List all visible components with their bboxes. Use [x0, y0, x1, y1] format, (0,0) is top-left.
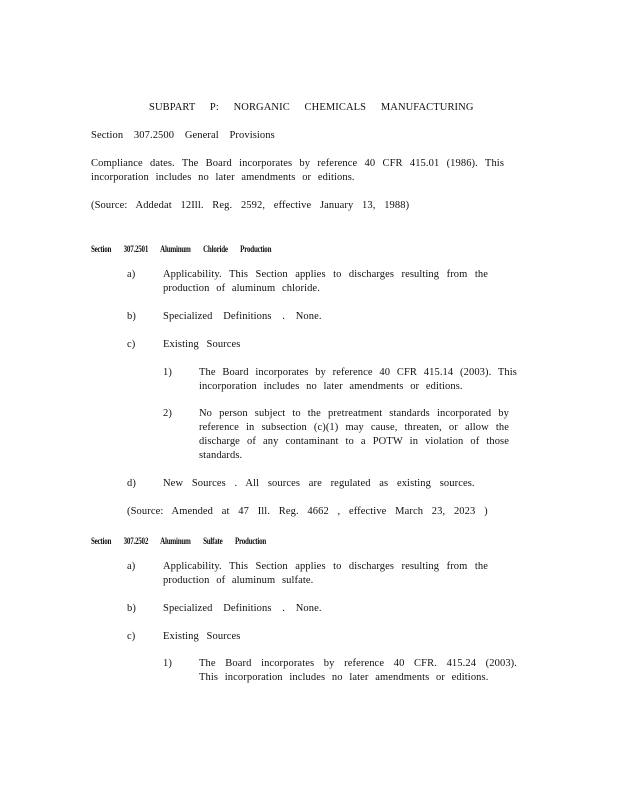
item-label: d): [127, 478, 136, 489]
section-2501-source: (Source: Amended at 47 Ill. Reg. 4662 , effective March 23, 2023 ): [127, 506, 488, 517]
item-text: Applicability. This Section applies to discharges resulting from the production of aluminum chloride.: [163, 269, 488, 294]
section-2502-heading: Section 307.2502 Aluminum Sulfate Production: [91, 536, 267, 546]
item-label: c): [127, 339, 136, 350]
subitem-text: The Board incorporates by reference 40 CFR 415.14 (2003). This incorporation includes no later amendments or editions.: [199, 367, 517, 392]
item-label: c): [127, 631, 136, 642]
subitem-label: 1): [163, 658, 172, 669]
item-label: b): [127, 311, 136, 322]
subitem-label: 1): [163, 367, 172, 378]
section-2500-heading: Section 307.2500 General Provisions: [91, 130, 275, 141]
section-2500-source: (Source: Addedat 12Ill. Reg. 2592, effective January 13, 1988): [91, 200, 410, 211]
subpart-title: SUBPART P: NORGANIC CHEMICALS MANUFACTURING: [149, 102, 474, 113]
subitem-text: The Board incorporates by reference 40 CFR. 415.24 (2003). This incorporation includes no later amendments or editions.: [199, 658, 517, 683]
subitem-text: No person subject to the pretreatment standards incorporated by reference in subsection (c)(1) may cause, threaten, or allow the discharge of any contaminant to a POTW in violation of those standards.: [199, 408, 509, 461]
item-text: Existing Sources: [163, 631, 241, 642]
item-label: a): [127, 561, 136, 572]
item-text: Existing Sources: [163, 339, 241, 350]
subitem-label: 2): [163, 408, 172, 419]
item-label: b): [127, 603, 136, 614]
section-2500-body: Compliance dates. The Board incorporates by reference 40 CFR 415.01 (1986). This incorporation includes no later amendments or editions.: [91, 158, 504, 183]
item-text: New Sources . All sources are regulated as existing sources.: [163, 478, 475, 489]
section-2501-heading: Section 307.2501 Aluminum Chloride Production: [91, 244, 272, 254]
item-text: Specialized Definitions . None.: [163, 311, 322, 322]
item-text: Specialized Definitions . None.: [163, 603, 322, 614]
item-text: Applicability. This Section applies to discharges resulting from the production of aluminum sulfate.: [163, 561, 488, 586]
item-label: a): [127, 269, 136, 280]
